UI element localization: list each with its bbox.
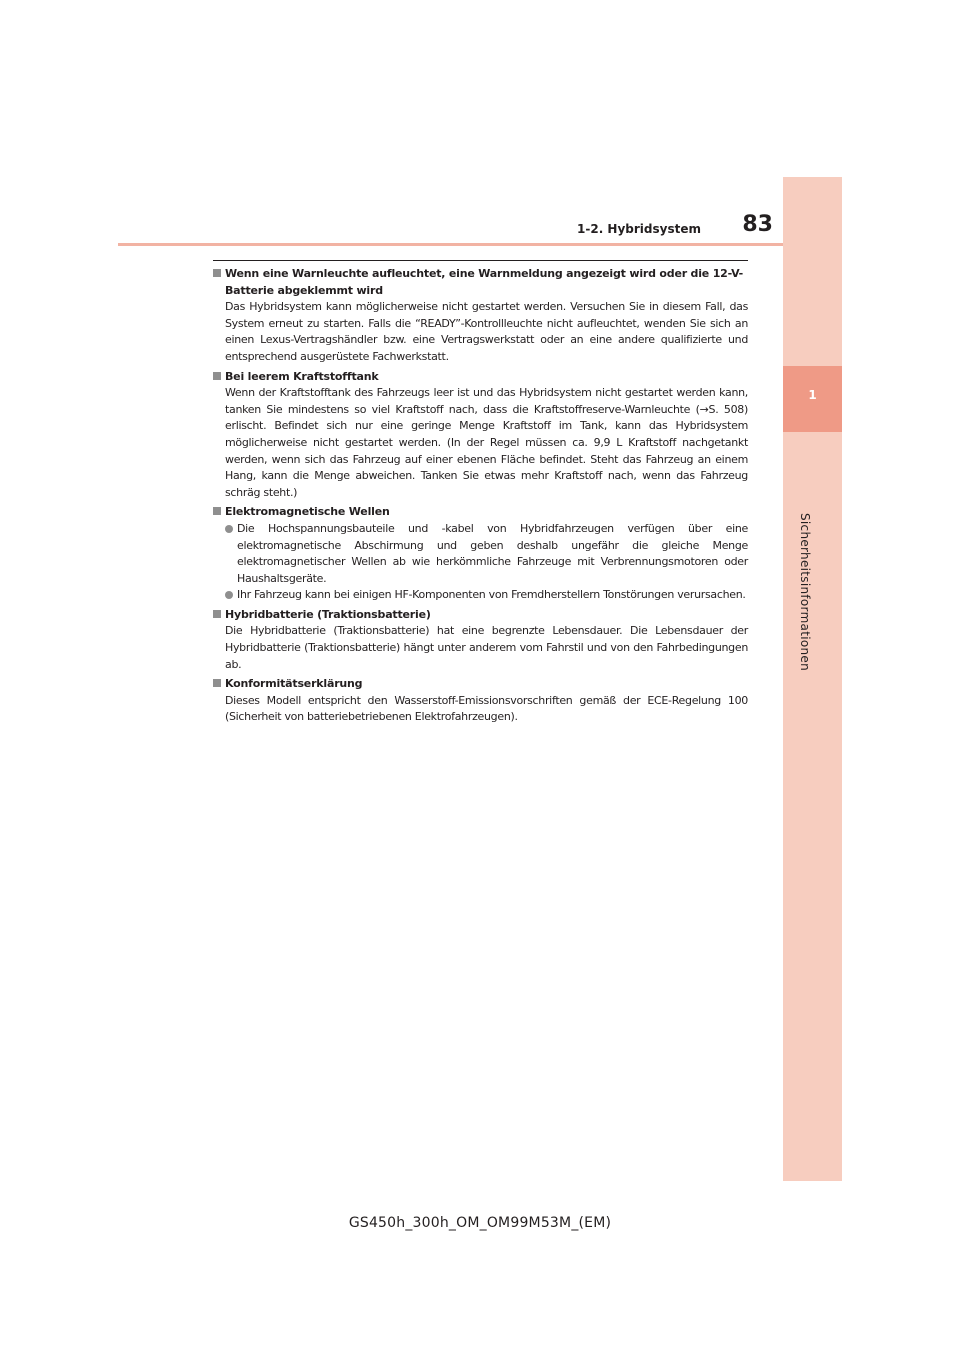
chapter-side-band bbox=[783, 177, 842, 1181]
square-bullet-icon bbox=[213, 607, 225, 624]
square-bullet-icon bbox=[213, 676, 225, 693]
chapter-title: Sicherheitsinformationen bbox=[798, 513, 812, 671]
round-bullet-icon bbox=[225, 591, 233, 599]
list-item: Ihr Fahrzeug kann bei einigen HF-Komponenten von Fremdherstellern Tonstörungen verursachen. bbox=[213, 587, 748, 604]
page-number: 83 bbox=[742, 212, 773, 237]
section-heading: Konformitätserklärung bbox=[213, 676, 748, 693]
square-bullet-icon bbox=[213, 504, 225, 521]
section-paragraph: Die Hybridbatterie (Traktionsbatterie) hat eine begrenzte Lebensdauer. Die Lebensdauer der Hybridbatterie (Traktionsbatterie) hängt unter anderem vom Fahrstil und von den Fahrbedingungen ab. bbox=[225, 624, 748, 671]
round-bullet-icon bbox=[225, 525, 233, 533]
section-hybrid-battery bbox=[213, 607, 748, 673]
section-em-waves bbox=[213, 504, 748, 604]
document-code: GS450h_300h_OM_OM99M53M_(EM) bbox=[348, 1215, 612, 1231]
section-heading: Bei leerem Kraftstofftank bbox=[213, 369, 748, 386]
square-bullet-icon bbox=[213, 369, 225, 386]
list-item: Die Hochspannungsbauteile und -kabel von Hybridfahrzeugen verfügen über eine elektromagnetische Abschirmung und geben deshalb ungefähr die gleiche Menge elektromagnetischer Wellen ab wie herkömmliche Fahrzeuge mit Verbrennungsmotoren oder Haushaltsgeräte. bbox=[213, 521, 748, 587]
section-paragraph: Das Hybridsystem kann möglicherweise nicht gestartet werden. Versuchen Sie in diesem Fall, das System erneut zu starten. Falls die “READY”-Kontrollleuchte nicht aufleuchtet, wenden Sie sich an einen Lexus-Vertragshändler bzw. eine Vertragswerkstatt oder an eine andere qualifizierte und entsprechend ausgerüstete Fachwerkstatt. bbox=[225, 300, 748, 363]
section-title: 1-2. Hybridsystem bbox=[577, 222, 701, 236]
section-empty-tank bbox=[213, 369, 748, 502]
header-rule bbox=[118, 243, 783, 246]
section-paragraph: Dieses Modell entspricht den Wasserstoff-Emissionsvorschriften gemäß der ECE-Regelung 100 (Sicherheit von batteriebetriebenen Elektrofahrzeugen). bbox=[225, 693, 748, 724]
square-bullet-icon bbox=[213, 266, 225, 283]
page-content bbox=[213, 266, 748, 729]
chapter-number: 1 bbox=[808, 388, 817, 402]
section-heading: Hybridbatterie (Traktionsbatterie) bbox=[213, 607, 748, 624]
section-warning-light bbox=[213, 266, 748, 366]
section-conformity bbox=[213, 676, 748, 726]
section-heading: Wenn eine Warnleuchte aufleuchtet, eine Warnmeldung angezeigt wird oder die 12-V-Batterie abgeklemmt wird bbox=[213, 266, 748, 299]
section-heading: Elektromagnetische Wellen bbox=[213, 504, 748, 521]
content-top-rule bbox=[213, 260, 748, 261]
section-paragraph: Wenn der Kraftstofftank des Fahrzeugs leer ist und das Hybridsystem nicht gestartet werden kann, tanken Sie mindestens so viel Kraftstoff nach, dass die Kraftstoffreserve-Warnleuchte (→S. 508) erlischt. Befindet sich nur eine geringe Menge Kraftstoff im Tank, kann das Hybridsystem möglicherweise nicht gestartet werden. (In der Regel müssen ca. 9,9 L Kraftstoff nachgetankt werden, wenn sich das Fahrzeug auf einer ebenen Fläche befindet. Steht das Fahrzeug an einem Hang, kann die Menge abweichen. Tanken Sie etwas mehr Kraftstoff nach, wenn das Fahrzeug schräg steht.) bbox=[225, 386, 748, 499]
